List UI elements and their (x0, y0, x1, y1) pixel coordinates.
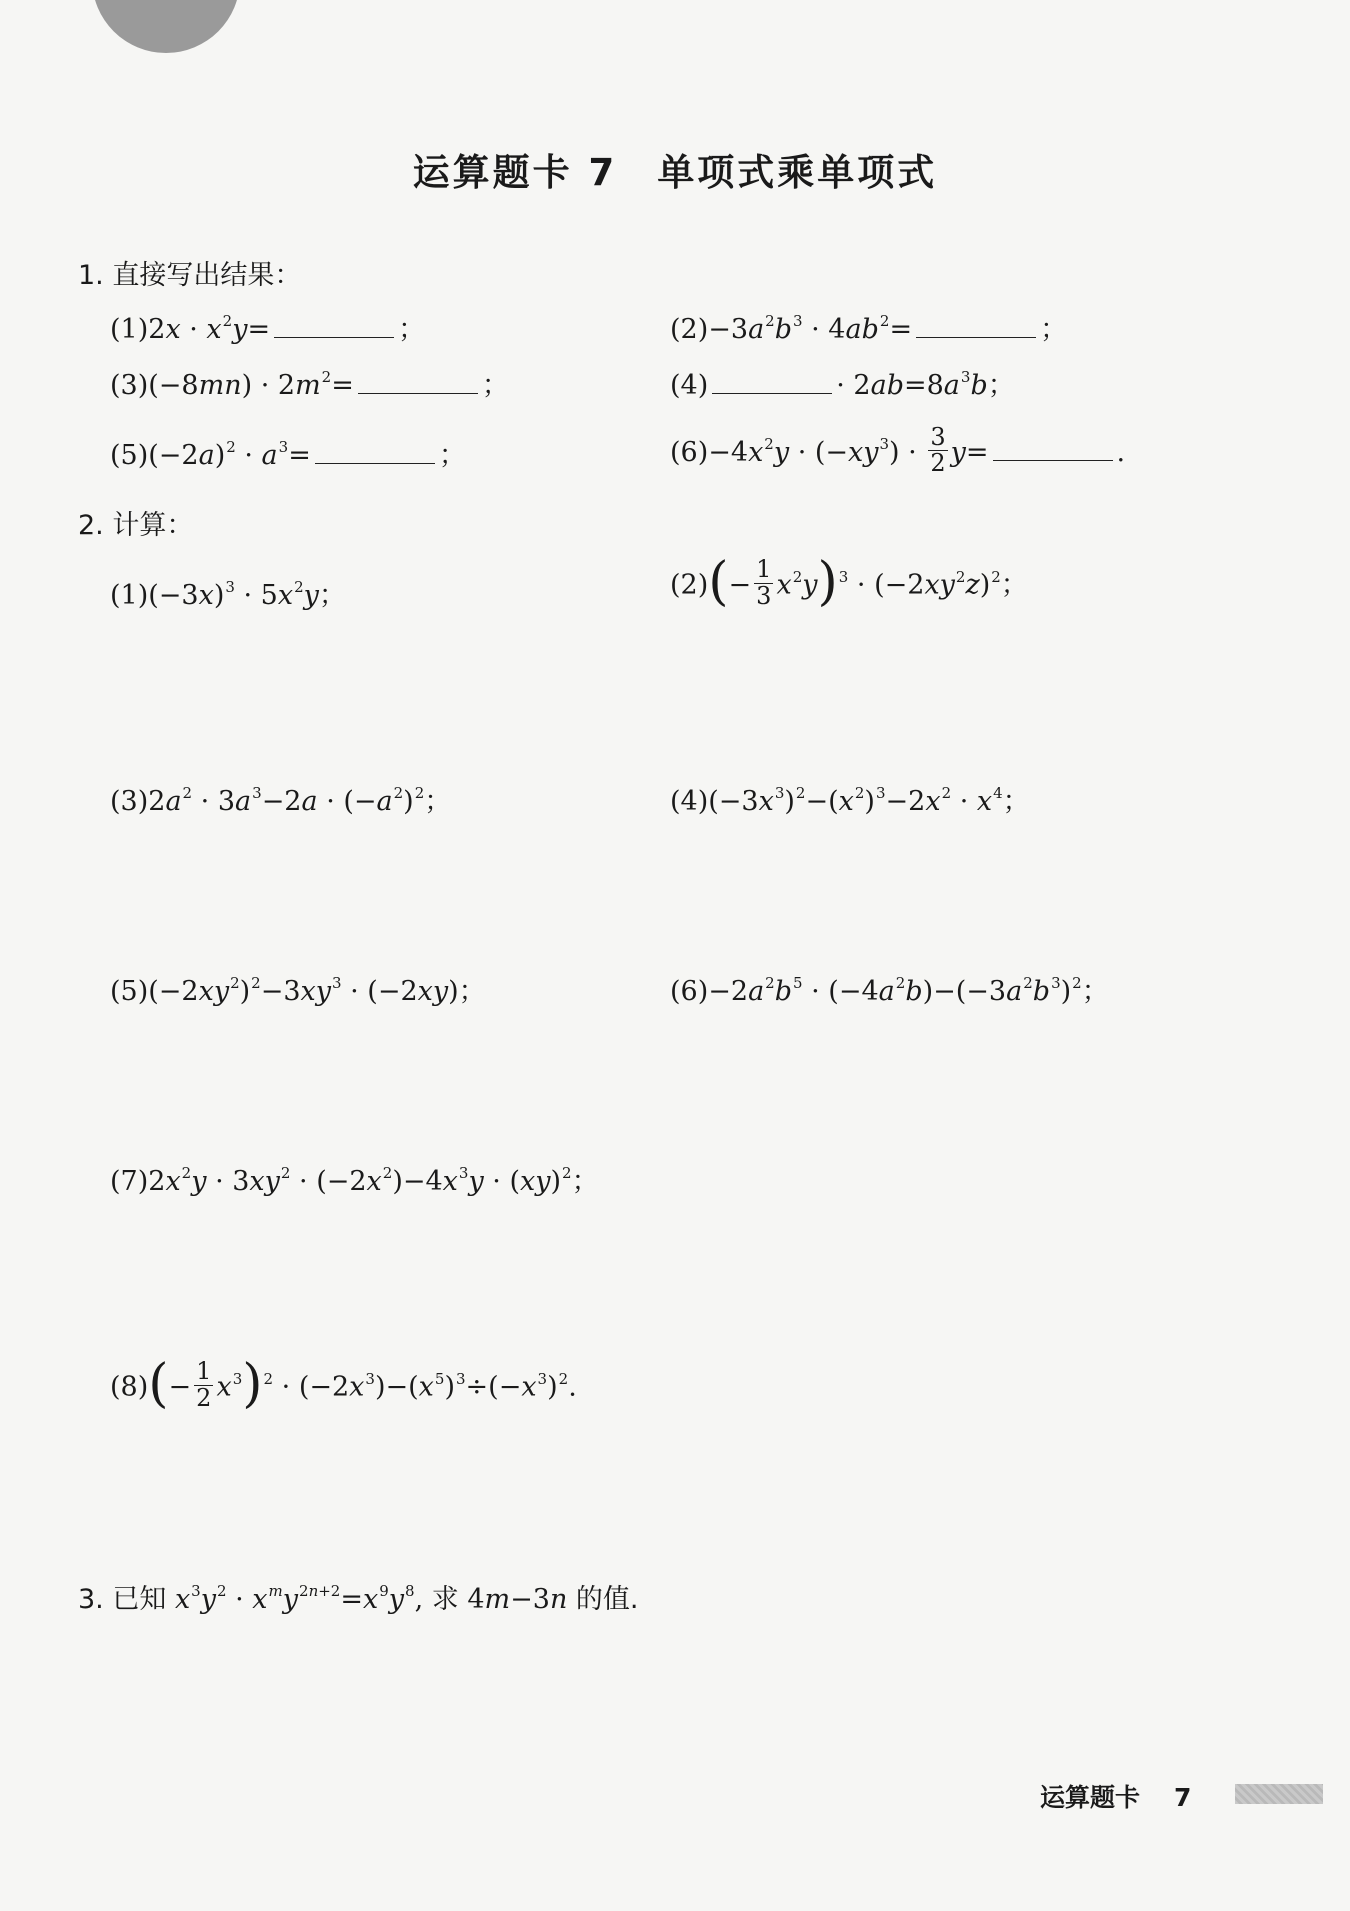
s2-item-8: (8)(− $\frac{1}{2}$ $x^3)^2 \cdot (-2x^3)-(x^5)^3\div(-x^3)^2$. (110, 1354, 577, 1414)
s2-item-2: (2)(− $\frac{1}{3}$ $x^2y)^3 \cdot (-2xy^2z)^2$； (670, 552, 1028, 612)
s2-item-1: $(1)(-3x)^3 \cdot 5x^2y$； (110, 578, 346, 611)
s1-item-4: $(4) \cdot 2ab=8a^3b$； (670, 368, 1015, 401)
s2-item-4: $(4)(-3x^3)^2-(x^2)^3-2x^2 \cdot x^4$； (670, 784, 1030, 817)
s1-item-5: $(5)(-2a)^2 \cdot a^3=$ ； (110, 438, 466, 471)
answer-blank[interactable] (916, 317, 1036, 338)
section2-heading: 2. 计算： (78, 510, 194, 541)
s2-item-3: $(3)2a^2 \cdot 3a^3-2a \cdot (-a^2)^2$； (110, 784, 452, 817)
answer-blank[interactable] (358, 373, 478, 394)
s1-item-1: $(1)2x \cdot x^2y=$ ； (110, 312, 426, 345)
page-footer: 运算题卡 7 (1040, 1783, 1192, 1812)
s2-item-7: $(7)2x^2y \cdot 3xy^2 \cdot (-2x^2)-4x^3y \cdot (xy)^2$； (110, 1164, 599, 1197)
footer-bar (1235, 1784, 1323, 1804)
s1-item-3: $(3)(-8mn) \cdot 2m^2=$ ； (110, 368, 509, 401)
answer-blank[interactable] (712, 373, 832, 394)
s1-item-6: $(6)-4x^2y \cdot (-xy^3)$ · $\frac{3}{2}$ y= . (670, 423, 1126, 478)
answer-blank[interactable] (315, 443, 435, 464)
answer-blank[interactable] (274, 317, 394, 338)
section1-heading: 1. 直接写出结果： (78, 260, 302, 291)
s2-item-5: $(5)(-2xy^2)^2-3xy^3 \cdot (-2xy)$； (110, 974, 486, 1007)
page-title: 运算题卡 7 单项式乘单项式 (412, 151, 938, 194)
s1-item-2: $(2)-3a^2b^3 \cdot 4ab^2=$ ； (670, 312, 1068, 345)
answer-blank[interactable] (993, 440, 1113, 461)
s2-item-6: $(6)-2a^2b^5 \cdot (-4a^2b)-(-3a^2b^3)^2$； (670, 974, 1109, 1007)
s3-problem: 3. 已知 $x^3y^2 \cdot x^my^{2n+2}=x^9y^8$, 求 4m−3n 的值. (78, 1582, 639, 1615)
corner-decoration (92, 0, 240, 53)
